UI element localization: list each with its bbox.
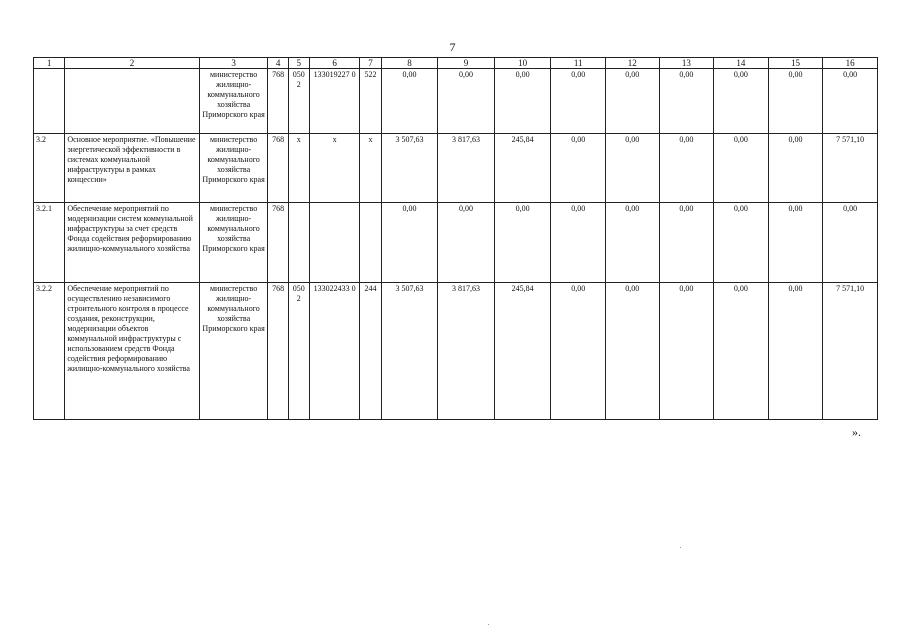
amount-cell: 3 507,63 <box>381 134 438 203</box>
amount-cell: 0,00 <box>494 69 551 134</box>
amount-cell: 0,00 <box>823 203 878 283</box>
amount-cell: 245,84 <box>494 134 551 203</box>
amount-cell: 0,00 <box>606 203 660 283</box>
closing-quote: ». <box>852 425 861 439</box>
table-row <box>34 283 878 420</box>
column-header: 2 <box>65 58 199 69</box>
amount-cell: 0,00 <box>768 69 823 134</box>
amount-cell: 0,00 <box>381 69 438 134</box>
code-cell: 768 <box>268 203 288 283</box>
amount-cell: 0,00 <box>494 203 551 283</box>
amount-cell: 0,00 <box>606 134 660 203</box>
activity-name-cell <box>65 69 199 134</box>
column-header: 16 <box>823 58 878 69</box>
amount-cell: 0,00 <box>551 283 606 420</box>
code-cell: 050 2 <box>288 69 309 134</box>
amount-cell: 245,84 <box>494 283 551 420</box>
code-cell: 768 <box>268 283 288 420</box>
amount-cell: 0,00 <box>659 134 714 203</box>
code-cell: 133022433 0 <box>309 283 360 420</box>
column-header: 9 <box>438 58 495 69</box>
amount-cell: 0,00 <box>768 203 823 283</box>
scan-speck <box>488 624 489 625</box>
amount-cell: 7 571,10 <box>823 134 878 203</box>
amount-cell: 0,00 <box>606 69 660 134</box>
column-header: 12 <box>606 58 660 69</box>
page-number: 7 <box>449 40 456 54</box>
amount-cell: 0,00 <box>551 203 606 283</box>
column-header: 15 <box>768 58 823 69</box>
row-number-cell <box>34 69 65 134</box>
responsible-executor-cell: министерство жилищно-коммунального хозяйства Приморского края <box>199 69 268 134</box>
code-cell: 522 <box>360 69 381 134</box>
code-cell <box>309 203 360 283</box>
amount-cell: 0,00 <box>714 203 769 283</box>
row-number-cell: 3.2.1 <box>34 203 65 283</box>
amount-cell: 0,00 <box>551 69 606 134</box>
activity-name-cell: Основное мероприятие. «Повышение энергетической эффективности в системах коммунальной инфраструктуры в рамках концессии» <box>65 134 199 203</box>
amount-cell: 0,00 <box>714 69 769 134</box>
column-header: 13 <box>659 58 714 69</box>
row-number-cell: 3.2.2 <box>34 283 65 420</box>
column-header: 6 <box>309 58 360 69</box>
amount-cell: 0,00 <box>714 283 769 420</box>
amount-cell: 0,00 <box>768 134 823 203</box>
activity-name-cell: Обеспечение мероприятий по модернизации систем коммунальной инфраструктуры за счет средств Фонда содействия реформированию жилищно-коммунального хозяйства <box>65 203 199 283</box>
table-row <box>34 203 878 283</box>
amount-cell: 0,00 <box>438 203 495 283</box>
table-row <box>34 134 878 203</box>
responsible-executor-cell: министерство жилищно-коммунального хозяйства Приморского края <box>199 283 268 420</box>
code-cell: 768 <box>268 69 288 134</box>
code-cell: х <box>288 134 309 203</box>
column-header: 7 <box>360 58 381 69</box>
amount-cell: 0,00 <box>659 203 714 283</box>
column-header: 1 <box>34 58 65 69</box>
table-row <box>34 69 878 134</box>
column-header: 10 <box>494 58 551 69</box>
budget-table <box>33 57 878 420</box>
amount-cell: 3 507,63 <box>381 283 438 420</box>
amount-cell: 0,00 <box>551 134 606 203</box>
code-cell: 050 2 <box>288 283 309 420</box>
amount-cell: 0,00 <box>768 283 823 420</box>
amount-cell: 0,00 <box>823 69 878 134</box>
amount-cell: 7 571,10 <box>823 283 878 420</box>
code-cell: 244 <box>360 283 381 420</box>
column-header: 5 <box>288 58 309 69</box>
amount-cell: 0,00 <box>714 134 769 203</box>
header-row <box>34 58 878 69</box>
code-cell: 133019227 0 <box>309 69 360 134</box>
amount-cell: 0,00 <box>438 69 495 134</box>
amount-cell: 0,00 <box>606 283 660 420</box>
amount-cell: 3 817,63 <box>438 134 495 203</box>
code-cell <box>288 203 309 283</box>
column-header: 8 <box>381 58 438 69</box>
row-number-cell: 3.2 <box>34 134 65 203</box>
activity-name-cell: Обеспечение мероприятий по осуществлению независимого строительного контроля в процессе создания, реконструкции, модернизации объектов коммунальной инфраструктуры с использованием средств Фонда содействия реформированию жилищно-коммунального хозяйства <box>65 283 199 420</box>
code-cell <box>360 203 381 283</box>
responsible-executor-cell: министерство жилищно-коммунального хозяйства Приморского края <box>199 203 268 283</box>
column-header: 11 <box>551 58 606 69</box>
amount-cell: 0,00 <box>381 203 438 283</box>
column-header: 4 <box>268 58 288 69</box>
code-cell: х <box>309 134 360 203</box>
amount-cell: 3 817,63 <box>438 283 495 420</box>
amount-cell: 0,00 <box>659 283 714 420</box>
responsible-executor-cell: министерство жилищно-коммунального хозяйства Приморского края <box>199 134 268 203</box>
column-header: 3 <box>199 58 268 69</box>
code-cell: 768 <box>268 134 288 203</box>
column-header: 14 <box>714 58 769 69</box>
amount-cell: 0,00 <box>659 69 714 134</box>
code-cell: х <box>360 134 381 203</box>
scan-speck <box>680 547 681 548</box>
